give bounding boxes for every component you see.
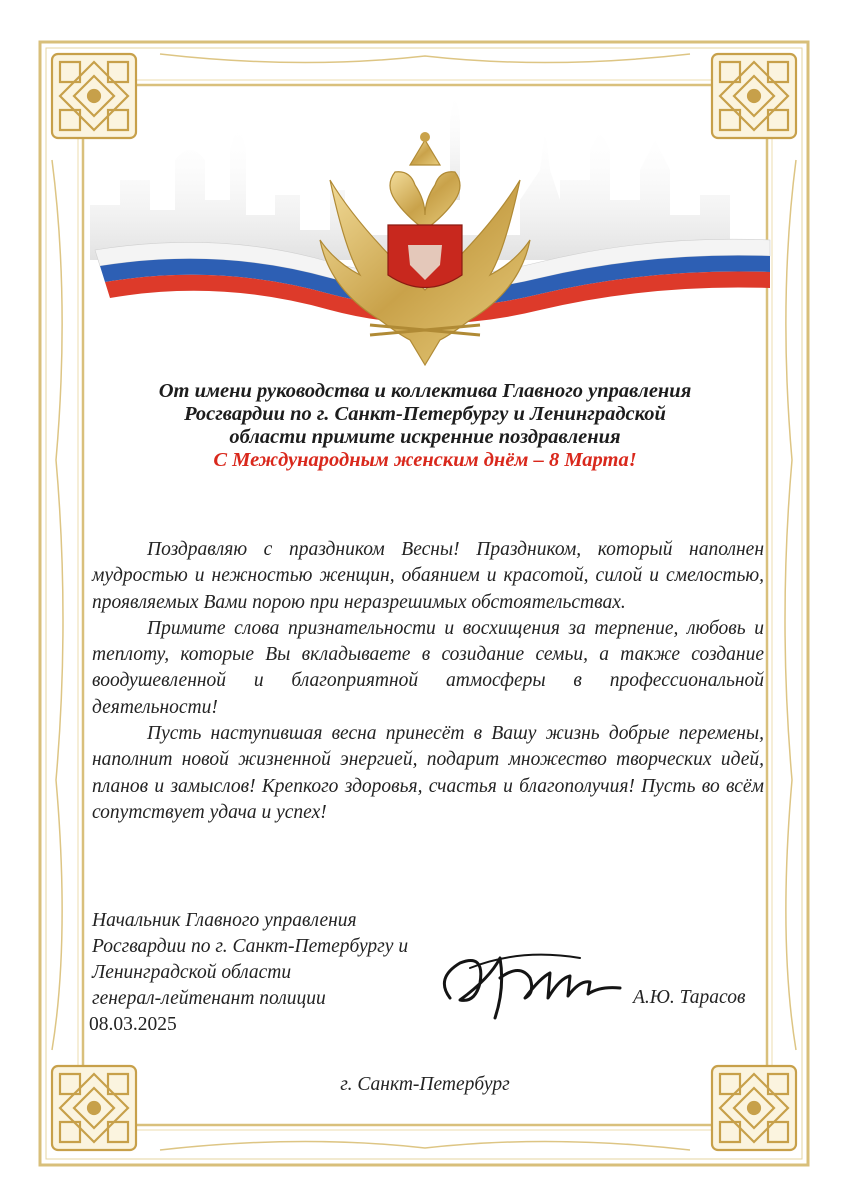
signer-title-line-2: Росгвардии по г. Санкт-Петербургу и	[92, 936, 409, 957]
corner-ornament-top-right-icon	[712, 54, 796, 138]
heading-holiday-line: С Международным женским днём – 8 Марта!	[213, 449, 637, 471]
signer-title-line-3: Ленинградской области	[92, 962, 292, 983]
signer-name: А.Ю. Тарасов	[633, 987, 746, 1008]
signer-title-line-1: Начальник Главного управления	[92, 910, 357, 931]
letter-body	[92, 537, 764, 826]
corner-ornament-top-left-icon	[52, 54, 136, 138]
heading-line-1: От имени руководства и коллектива Главного управления	[158, 380, 692, 402]
signature-block	[89, 908, 409, 1038]
heading-line-3: области примите искренние поздравления	[229, 426, 621, 448]
heading-line-2: Росгвардии по г. Санкт-Петербургу и Ленинградской	[184, 403, 666, 425]
letter-date: 08.03.2025	[89, 1014, 177, 1035]
footer-city: г. Санкт-Петербург	[340, 1074, 510, 1095]
body-paragraph-1: Поздравляю с праздником Весны! Праздником, который наполнен мудростью и нежностью женщин, обаянием и красотой, силой и смелостью, проявляемых Вами порою при неразрешимых обстоятельствах.	[92, 539, 764, 613]
signer-rank: генерал-лейтенант полиции	[92, 988, 326, 1009]
greeting-heading	[60, 380, 790, 472]
body-paragraph-2: Примите слова признательности и восхищения за терпение, любовь и теплоту, которые Вы вкладываете в созидание семьи, а также создание воодушевленной и благоприятной атмосферы в профессиональной деятельности!	[92, 617, 764, 718]
eagle-emblem-icon	[320, 132, 530, 365]
handwritten-signature-icon	[430, 938, 630, 1028]
body-paragraph-3: Пусть наступившая весна принесёт в Вашу жизнь добрые перемены, наполнит новой жизненной энергией, подарит множество творческих идей, планов и замыслов! Крепкого здоровья, счастья и благополучия! Пусть во всём сопутствует удача и успех!	[92, 723, 764, 823]
